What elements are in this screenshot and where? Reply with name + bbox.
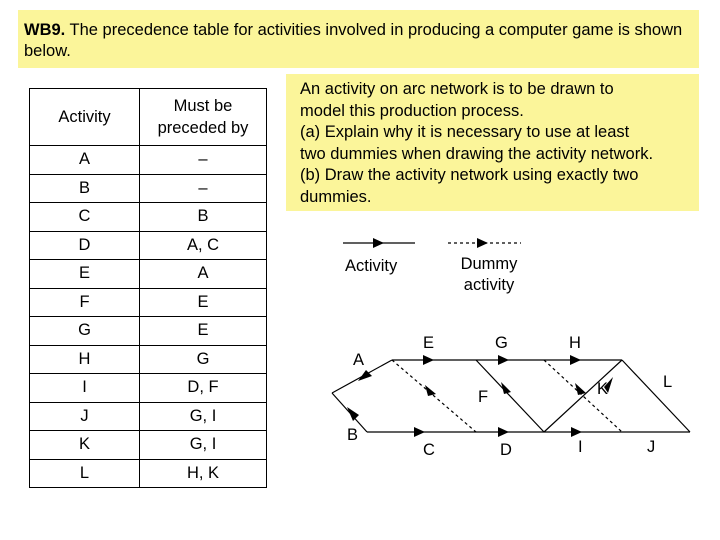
edge-G [476,355,544,365]
cell-preceded-by: A, C [140,231,267,260]
header-preceded-by: Must be preceded by [140,89,267,146]
cell-activity: D [30,231,140,260]
label-D: D [500,441,512,459]
label-G: G [495,334,508,352]
cell-activity: G [30,317,140,346]
cell-preceded-by: G, I [140,431,267,460]
instruction-line: two dummies when drawing the activity network. [300,144,654,163]
label-J: J [647,438,656,456]
cell-preceded-by: G, I [140,402,267,431]
dummy-edge-1 [392,360,476,432]
cell-activity: B [30,174,140,203]
edge-I [544,427,622,437]
cell-activity: A [30,146,140,175]
cell-preceded-by: E [140,317,267,346]
label-B: B [347,426,359,444]
label-L: L [663,373,673,391]
edge-L [622,360,690,432]
instruction-line: dummies. [300,187,372,206]
cell-activity: I [30,374,140,403]
cell-activity: F [30,288,140,317]
cell-preceded-by: – [140,174,267,203]
label-H: H [569,334,581,352]
legend-activity-label: Activity [345,257,398,275]
question-code: WB9. [24,21,66,39]
instruction-line: An activity on arc network is to be drawn to [300,80,614,98]
cell-activity: E [30,260,140,289]
question-text: The precedence table for activities involved in producing a computer game is shown below. [24,21,683,60]
legend-activity-arrow [343,238,415,248]
legend-dummy-arrow [448,238,521,248]
instruction-line: (b) Draw the activity network using exactly two [300,166,639,184]
cell-activity: H [30,345,140,374]
edge-C [367,427,476,437]
instruction-line: model this production process. [300,101,524,120]
instruction-line: (a) Explain why it is necessary to use at least [300,123,630,141]
cell-preceded-by: A [140,260,267,289]
header-activity: Activity [30,89,140,146]
label-A: A [353,351,365,369]
cell-activity: K [30,431,140,460]
cell-preceded-by: D, F [140,374,267,403]
label-K: K [597,380,609,398]
cell-preceded-by: – [140,146,267,175]
cell-preceded-by: H, K [140,459,267,488]
cell-activity: J [30,402,140,431]
cell-activity: C [30,203,140,232]
legend-dummy-label: Dummy activity [460,255,518,294]
cell-preceded-by: B [140,203,267,232]
edge-D [476,427,544,437]
cell-preceded-by: G [140,345,267,374]
label-C: C [423,441,435,459]
edge-H [544,355,622,365]
cell-activity: L [30,459,140,488]
edge-E [392,355,476,365]
label-I: I [578,438,583,456]
label-E: E [423,334,435,352]
cell-preceded-by: E [140,288,267,317]
label-F: F [478,388,489,406]
